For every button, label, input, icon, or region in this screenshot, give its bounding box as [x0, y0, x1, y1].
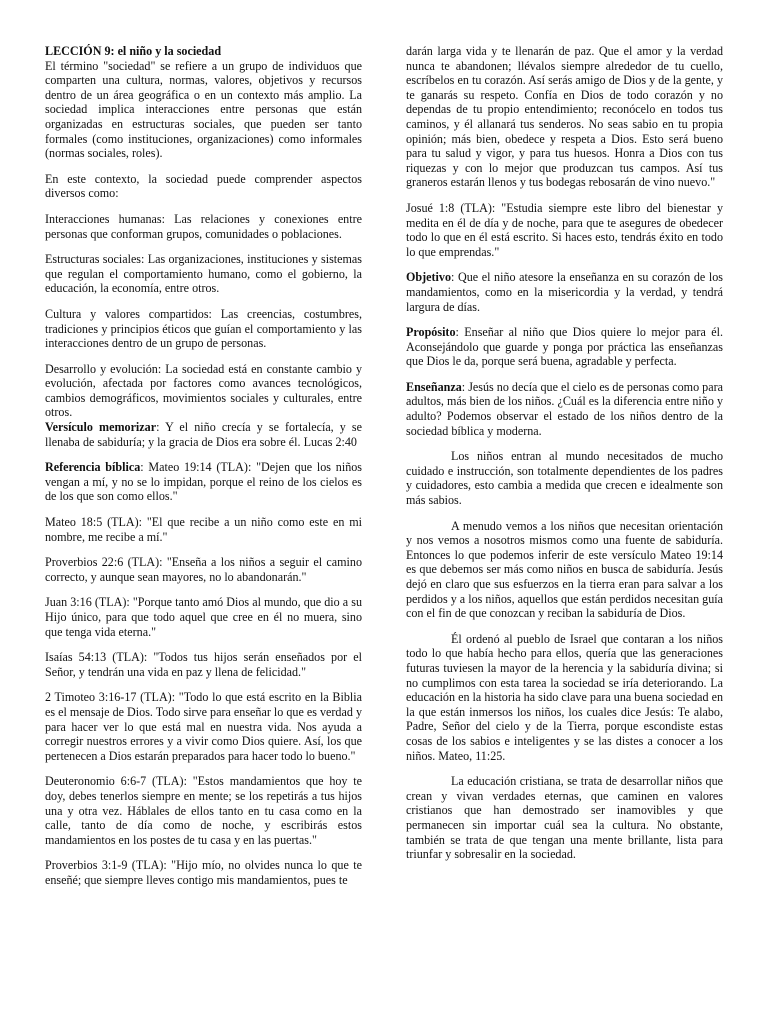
teaching-paragraph-2: A menudo vemos a los niños que necesitan orientación y nos vemos a nosotros mismos como una fuente de sabiduría. Entonces lo que podemos inferir de este versículo Mateo 19:14 es que debemos ser más como niños en busca de sabiduría. Jesús dejó en claro que sus esfuerzos en la tierra eran para salvar a los perdidos y a los niños, aquellos que están perdidos necesitan guía con el fin de que conozcan y reciban la sabiduría de Dios.: [406, 518, 723, 621]
verse-isaias-54-13: Isaías 54:13 (TLA): "Todos tus hijos serán enseñados por el Señor, y tendrán una vida en paz y llena de felicidad.": [45, 650, 362, 679]
verse-mateo-18-5: Mateo 18:5 (TLA): "El que recibe a un niño como este en mi nombre, me recibe a mí.": [45, 515, 362, 544]
verse-proverbios-22-6: Proverbios 22:6 (TLA): "Enseña a los niños a seguir el camino correcto, y aunque sean mayores, no lo abandonarán.": [45, 555, 362, 584]
teaching-paragraph-3: Él ordenó al pueblo de Israel que contaran a los niños todo lo que había hecho para ellos, quería que las generaciones futuras tuviesen la mayor de la herencia y la sabiduría divina; si no cumplimos con esta tarea la sociedad se iría deteriorando. La educación en la historia ha sido clave para una buena sociedad en la que están inmersos los niños, los cuales dice Jesús: Te alabo, Padre, Señor del cielo y de la Tierra, porque escondiste estas cosas de los sabios e inteligentes y se las distes a conocer a los niños. Mateo, 11:25.: [406, 631, 723, 763]
context-paragraph: En este contexto, la sociedad puede comprender aspectos diversos como:: [45, 171, 362, 201]
teaching-paragraph-1: Los niños entran al mundo necesitados de mucho cuidado e instrucción, son totalmente dependientes de los padres y cuidadores, esto cambia a medida que crecen e idealmente son más sabios.: [406, 449, 723, 508]
bible-reference-label: Referencia bíblica: [45, 460, 141, 475]
memory-verse: [45, 420, 362, 449]
verse-2-timoteo-3-16: 2 Timoteo 3:16-17 (TLA): "Todo lo que está escrito en la Biblia es el mensaje de Dios. Todo sirve para enseñar lo que es verdad y para hacer ver lo que está mal en nuestra vida. Nos ayuda a corregir nuestros errores y a vivir como Dios quiere. Así, los que pertenecen a Dios estarán preparados para hacer todo lo bueno.": [45, 690, 362, 763]
teaching-label: Enseñanza: [406, 379, 462, 394]
aspect-human-interactions: Interacciones humanas: Las relaciones y conexiones entre personas que conforman grupos, comunidades o poblaciones.: [45, 211, 362, 241]
verse-josue-1-8: Josué 1:8 (TLA): "Estudia siempre este libro del bienestar y medita en él de día y de noche, para que te asegures de obedecer todo lo que en él está escrito. Si haces esto, tendrás éxito en todo lo que emprendas.": [406, 200, 723, 259]
aspect-social-structures: Estructuras sociales: Las organizaciones, instituciones y sistemas que regulan el comportamiento humano, como el gobierno, la educación, la economía, entre otros.: [45, 252, 362, 296]
teaching-paragraph-4: La educación cristiana, se trata de desarrollar niños que crean y vivan verdades eternas, que caminen en valores cristianos que han demostrado ser inamovibles y que permanecen sin importar cuál sea la cultura. No obstante, también se trata de que tengan una mente brillante, lista para triunfar y sobresalir en la sociedad.: [406, 774, 723, 862]
verse-proverbios-3-1-start: Proverbios 3:1-9 (TLA): "Hijo mío, no olvides nunca lo que te enseñé; que siempre lleves contigo mis mandamientos, pues te: [45, 858, 362, 887]
objective-text: : Que el niño atesore la enseñanza en su corazón de los mandamientos, como en la misericordia y la verdad, y tendrá largura de días.: [406, 270, 723, 314]
teaching: [406, 380, 723, 438]
right-column: [406, 44, 723, 873]
purpose-text: : Enseñar al niño que Dios quiere lo mejor para él. Aconsejándolo que guarde y ponga por práctica las enseñanzas que Dios le da, porque será buena, agradable y perfecta.: [406, 325, 723, 369]
objective-label: Objetivo: [406, 270, 452, 285]
purpose: [406, 325, 723, 369]
purpose-label: Propósito: [406, 325, 456, 340]
bible-reference-text: : Mateo 19:14 (TLA): "Dejen que los niños vengan a mí, y no se lo impidan, porque el reino de los cielos es de los que son como ellos.": [45, 460, 362, 504]
left-column: [45, 44, 362, 888]
teaching-text: : Jesús no decía que el cielo es de personas como para adultos, más bien de los niños. ¿Cuál es la diferencia entre niño y adulto? Podemos observar el estado de los niños dentro de la sociedad bíblica y moderna.: [406, 379, 723, 438]
aspect-culture-values: Cultura y valores compartidos: Las creencias, costumbres, tradiciones y principios éticos que guían el comportamiento y las interacciones dentro de un grupo de personas.: [45, 306, 362, 351]
aspect-development: Desarrollo y evolución: La sociedad está en constante cambio y evolución, afectada por factores como avances tecnológicos, cambios demográficos, movimientos sociales y culturales, entre otros.: [45, 361, 362, 420]
lesson-title: LECCIÓN 9: el niño y la sociedad: [45, 44, 222, 58]
verse-juan-3-16: Juan 3:16 (TLA): "Porque tanto amó Dios al mundo, que dio a su Hijo único, para que todo aquel que cree en él no muera, sino que tenga vida eterna.": [45, 595, 362, 639]
verse-proverbios-3-1-continued: darán larga vida y te llenarán de paz. Que el amor y la verdad nunca te abandonen; llévalos siempre alrededor de tu cuello, escríbelos en tu corazón. Así serás amigo de Dios y de la gente, y te ganarás su respeto. Confía en Dios de todo corazón y no dependas de tu propio entendimiento; reconócelo en todos tus caminos, y él allanará tus senderos. No seas sabio en tu propia opinión; más bien, obedece y respeta a Dios. Esto será bueno para tu salud y vigor, y para tus huesos. Honra a Dios con tus riquezas y con lo mejor que produzcan tus campos. Así tus graneros estarán llenos y tus bodegas rebosarán de vino nuevo.": [406, 44, 723, 190]
verse-deuteronomio-6-6: Deuteronomio 6:6-7 (TLA): "Estos mandamientos que hoy te doy, debes tenerlos siempre en mente; se los repetirás a tus hijos una y otra vez. Háblales de ellos tanto en tu casa como en la calle, tanto de día como de noche, y escribirás estos mandamientos en los postes de tu casa y en las puertas.": [45, 774, 362, 847]
memory-verse-text: : Y el niño crecía y se fortalecía, y se llenaba de sabiduría; y la gracia de Dios era sobre él. Lucas 2:40: [45, 420, 362, 449]
bible-reference: [45, 460, 362, 504]
objective: [406, 270, 723, 314]
intro-paragraph: El término "sociedad" se refiere a un grupo de individuos que comparten una cultura, normas, valores, objetivos y recursos dentro de un área geográfica o en un contexto más amplio. La sociedad implica interacciones entre personas que están organizadas en estructuras sociales, que pueden ser tanto formales (como instituciones, organizaciones) como informales (normas sociales, roles).: [45, 58, 362, 161]
memory-verse-label: Versículo memorizar: [45, 420, 157, 435]
